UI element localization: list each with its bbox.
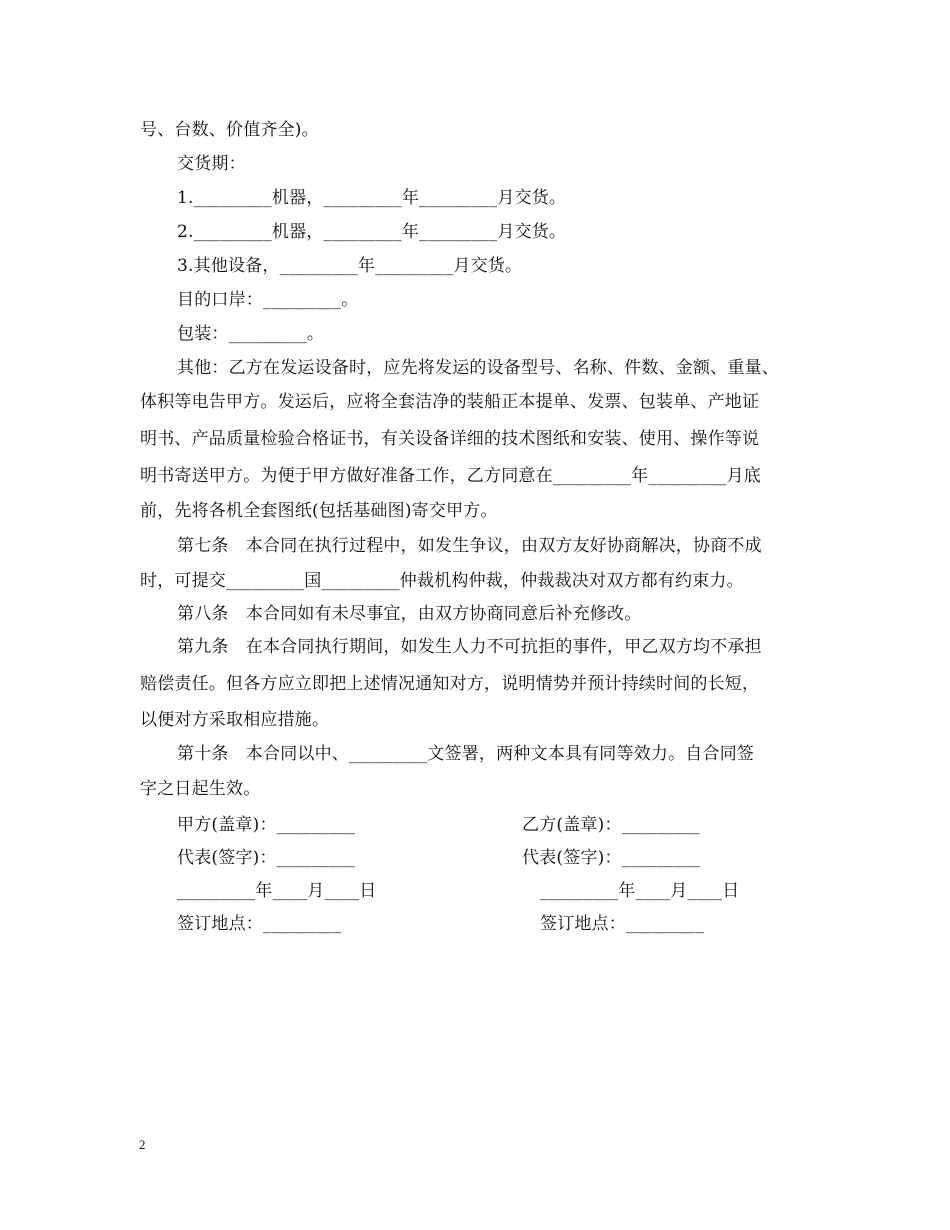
paragraph-line: 时，可提交_________国_________仲裁机构仲裁，仲裁裁决对双方都有约束力。 [140,571,744,591]
party-b-seal: 乙方(盖章)：_________ [522,815,700,835]
paragraph-line: 赔偿责任。但各方应立即把上述情况通知对方，说明情势并预计持续时间的长短， [140,674,760,694]
party-b-representative: 代表(签字)：_________ [522,848,700,868]
paragraph-line: 3.其他设备，_________年_________月交货。 [177,256,523,276]
paragraph-line: 其他：乙方在发运设备时，应先将发运的设备型号、名称、件数、金额、重量、 [177,358,779,378]
paragraph-line: 前，先将各机全套图纸(包括基础图)寄交甲方。 [140,501,498,521]
page-number: 2 [139,1137,146,1152]
party-a-date: _________年____月____日 [177,881,377,901]
paragraph-line: 第七条 本合同在执行过程中，如发生争议，由双方友好协商解决，协商不成 [177,536,762,556]
party-a-seal: 甲方(盖章)：_________ [177,815,355,835]
paragraph-line: 包装：_________。 [177,324,325,344]
paragraph-line: 2._________机器，_________年_________月交货。 [177,222,567,242]
paragraph-line: 号、台数、价值齐全)。 [140,120,319,140]
paragraph-line: 1._________机器，_________年_________月交货。 [177,188,567,208]
paragraph-line: 体积等电告甲方。发运后，应将全套洁净的装船正本提单、发票、包装单、产地证 [140,392,760,412]
paragraph-line: 明书、产品质量检验合格证书，有关设备详细的技术图纸和安装、使用、操作等说 [140,429,760,449]
party-a-place: 签订地点：_________ [177,914,342,934]
paragraph-line: 第十条 本合同以中、_________文签署，两种文本具有同等效力。自合同签 [177,744,755,764]
paragraph-line: 字之日起生效。 [140,779,261,799]
party-b-date: _________年____月____日 [540,881,740,901]
paragraph-line: 第八条 本合同如有未尽事宜，由双方协商同意后补充修改。 [177,604,642,624]
paragraph-line: 明书寄送甲方。为便于甲方做好准备工作，乙方同意在_________年_________月底 [140,466,761,486]
party-b-place: 签订地点：_________ [540,914,705,934]
paragraph-line: 以便对方采取相应措施。 [140,710,330,730]
paragraph-line: 目的口岸：_________。 [177,290,359,310]
paragraph-line: 第九条 在本合同执行期间，如发生人力不可抗拒的事件，甲乙双方均不承担 [177,637,762,657]
party-a-representative: 代表(签字)：_________ [177,848,355,868]
paragraph-line: 交货期： [177,154,246,174]
